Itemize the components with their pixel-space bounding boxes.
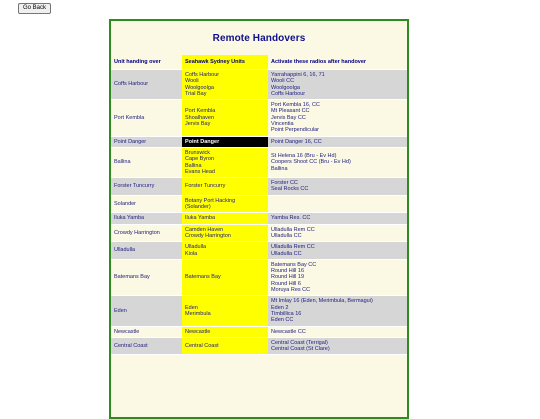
unit-cell: Solander: [111, 195, 182, 213]
unit-cell: Port Kembla: [111, 100, 182, 136]
seahawk-unit: Kiola: [185, 250, 198, 257]
seahawk-units-cell: [182, 178, 268, 196]
radio-entry: Mt Imlay 16 (Eden, Merimbula, Bermagui): [271, 298, 373, 305]
table-row: [111, 100, 407, 136]
radios-cell: [268, 296, 407, 326]
unit-cell: Newcastle: [111, 326, 182, 337]
radio-entry: Batemans Bay CC: [271, 261, 317, 268]
seahawk-unit: Brunswick: [185, 149, 211, 156]
seahawk-unit: Cape Byron: [185, 156, 215, 163]
radio-entry: Vincentia: [271, 121, 294, 128]
radios-cell: [268, 242, 407, 260]
seahawk-units-cell: [182, 195, 268, 213]
radio-entry: Eden 2: [271, 304, 289, 311]
radio-entry: Wooli CC: [271, 78, 295, 85]
header-radios: Activate these radios after handover: [268, 55, 407, 70]
seahawk-units-cell: [182, 213, 268, 224]
table-row: [111, 259, 407, 295]
radio-entry: Woolgoolga: [271, 84, 300, 91]
radio-entry: Ulladulla Rem CC: [271, 244, 315, 251]
seahawk-unit: Ulladulla: [185, 244, 207, 251]
seahawk-unit: Iluka Yamba: [185, 215, 216, 222]
handovers-table: [111, 55, 407, 355]
radios-cell: [268, 213, 407, 224]
radio-entry: Round Hill 19: [271, 274, 305, 281]
radio-entry: Mt Pleasant CC: [271, 108, 310, 115]
page-title: Remote Handovers: [212, 32, 306, 44]
radio-entry: Yamba Res. CC: [271, 215, 311, 222]
table-row: [111, 70, 407, 100]
seahawk-units-cell: [182, 337, 268, 355]
table-row: [111, 326, 407, 337]
seahawk-unit: Crowdy Harrington: [185, 232, 231, 239]
radios-cell: [268, 100, 407, 136]
radio-entry: Coopers Shoot CC (Bru - Ev Hd): [271, 159, 351, 166]
seahawk-unit: Newcastle: [185, 328, 211, 335]
seahawk-unit: Wooli: [185, 78, 199, 85]
seahawk-unit: Ballina: [185, 162, 202, 169]
seahawk-unit: Port Kembla: [185, 108, 216, 115]
unit-cell: Point Danger: [111, 136, 182, 147]
unit-cell: Forster Tuncurry: [111, 178, 182, 196]
radios-cell: [268, 178, 407, 196]
seahawk-unit: Batemans Bay: [185, 274, 221, 281]
table-row: [111, 195, 407, 213]
seahawk-units-cell: [182, 296, 268, 326]
go-back-button[interactable]: Go Back: [18, 3, 51, 14]
radios-cell: [268, 224, 407, 242]
seahawk-units-cell: [182, 259, 268, 295]
radio-entry: Central Coast (St Clare): [271, 346, 330, 353]
radio-entry: Ballina: [271, 165, 288, 172]
header-seahawk: Seahawk Sydney Units: [182, 55, 268, 70]
radio-entry: Yarrahappini 6, 16, 71: [271, 72, 325, 78]
seahawk-unit: Central Coast: [185, 342, 219, 349]
radio-entry: Jervis Bay CC: [271, 114, 306, 121]
radios-cell: [268, 147, 407, 177]
radio-entry: Ulladulla CC: [271, 250, 302, 257]
seahawk-unit: Jervis Bay: [185, 121, 211, 128]
table-row: [111, 242, 407, 260]
table-row: [111, 337, 407, 355]
table-row: [111, 224, 407, 242]
unit-cell: Eden: [111, 296, 182, 326]
seahawk-units-cell: [182, 224, 268, 242]
radio-entry: Forster CC: [271, 180, 298, 187]
seahawk-unit: Shoalhaven: [185, 114, 215, 121]
unit-cell: Coffs Harbour: [111, 70, 182, 100]
seahawk-unit: Camden Haven: [185, 226, 224, 233]
radio-entry: Point Danger 16, CC: [271, 138, 322, 145]
radio-entry: Moruya Res CC: [271, 287, 311, 294]
seahawk-units-cell: [182, 70, 268, 100]
seahawk-units-cell: [182, 136, 268, 147]
table-row: [111, 136, 407, 147]
radio-entry: Coffs Harbour: [271, 90, 306, 97]
seahawk-units-cell: [182, 100, 268, 136]
radio-entry: Ulladulla CC: [271, 232, 302, 239]
seahawk-unit: Botany Port Hacking: [185, 197, 236, 204]
radio-entry: Port Kembla 16, CC: [271, 102, 320, 109]
seahawk-unit: Merimbula: [185, 310, 211, 317]
radio-entry: Ulladulla Rem CC: [271, 226, 315, 233]
header-unit: Unit handing over: [111, 55, 182, 70]
handovers-panel: [109, 19, 409, 419]
radio-entry: Point Perpendicular: [271, 127, 320, 134]
seahawk-unit: Coffs Harbour: [185, 72, 220, 78]
radio-entry: St Helena 16 (Bru - Ev Hd): [271, 153, 337, 160]
radio-entry: Central Coast (Terrigal): [271, 339, 328, 346]
table-header-row: [111, 55, 407, 70]
seahawk-units-cell: [182, 147, 268, 177]
radios-cell: [268, 337, 407, 355]
radios-cell: [268, 326, 407, 337]
unit-cell: Ulladulla: [111, 242, 182, 260]
unit-cell: Iluka Yamba: [111, 213, 182, 224]
table-row: [111, 213, 407, 224]
seahawk-unit: Trial Bay: [185, 90, 207, 97]
radios-cell: [268, 259, 407, 295]
seahawk-unit: Woolgoolga: [185, 84, 214, 91]
unit-cell: Ballina: [111, 147, 182, 177]
seahawk-unit: Evans Head: [185, 168, 215, 175]
seahawk-units-cell: [182, 326, 268, 337]
radio-entry: Newcastle CC: [271, 328, 306, 335]
table-row: [111, 147, 407, 177]
table-row: [111, 178, 407, 196]
seahawk-unit: Point Danger: [185, 138, 220, 145]
radios-cell: [268, 195, 407, 213]
radio-entry: Round Hill 16: [271, 268, 305, 275]
seahawk-units-cell: [182, 242, 268, 260]
seahawk-unit: Eden: [185, 304, 198, 311]
unit-cell: Batemans Bay: [111, 259, 182, 295]
seahawk-unit: Forster Tuncurry: [185, 183, 226, 190]
radios-cell: [268, 70, 407, 100]
table-row: [111, 296, 407, 326]
unit-cell: Central Coast: [111, 337, 182, 355]
radio-entry: Eden CC: [271, 317, 294, 324]
radio-entry: Seal Rocks CC: [271, 186, 309, 193]
radio-entry: Round Hill 6: [271, 280, 301, 287]
seahawk-unit: (Solander): [185, 204, 211, 211]
unit-cell: Crowdy Harrington: [111, 224, 182, 242]
radios-cell: [268, 136, 407, 147]
radio-entry: Timbillica 16: [271, 310, 302, 317]
